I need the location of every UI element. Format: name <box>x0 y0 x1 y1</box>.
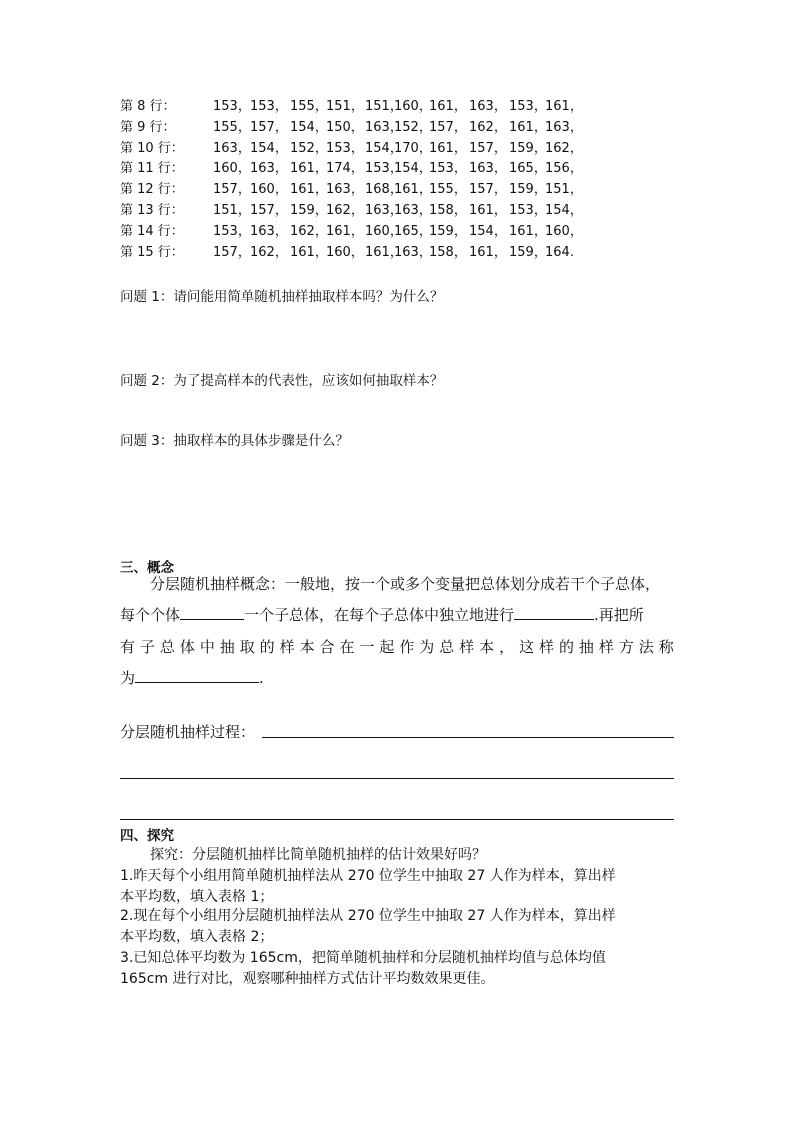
row-value: 157， <box>213 182 251 198</box>
concept-char: 作 <box>399 638 415 656</box>
row-value: 163， <box>469 99 507 114</box>
row-value: 158， <box>429 202 467 218</box>
row-value: 163， <box>213 140 251 156</box>
row-value: 165， <box>394 223 432 239</box>
answer-line-1[interactable] <box>262 737 674 738</box>
concept-text: . <box>259 669 264 687</box>
row-value: 161， <box>365 244 403 260</box>
concept-char: 这 <box>519 638 535 656</box>
fill-blank-2[interactable] <box>514 602 594 620</box>
row-value: 160， <box>545 223 583 239</box>
concept-char: 方 <box>618 638 634 656</box>
row-value: 160， <box>326 244 364 260</box>
row-value: 163， <box>250 161 288 177</box>
row-value: 153， <box>509 99 547 114</box>
concept-char: 样 <box>598 638 614 656</box>
concept-char: 体 <box>179 638 195 656</box>
row-label: 第 10 行： <box>120 140 184 156</box>
concept-char: 样 <box>279 638 295 656</box>
row-value: 157， <box>250 119 288 135</box>
concept-char: 合 <box>319 638 335 656</box>
row-value: 155， <box>429 182 467 198</box>
row-value: 160， <box>250 182 288 198</box>
concept-char: 为 <box>419 638 435 656</box>
row-value: 152， <box>394 119 432 135</box>
row-value: 154， <box>394 161 432 177</box>
row-label: 第 11 行： <box>120 161 184 177</box>
concept-char: 在 <box>339 638 355 656</box>
row-value: 157， <box>429 119 467 135</box>
row-value: 155， <box>290 99 328 114</box>
row-value: 160， <box>213 161 251 177</box>
row-value: 161， <box>290 182 328 198</box>
row-value: 154， <box>290 119 328 135</box>
answer-line-2[interactable] <box>120 778 674 779</box>
row-value: 156， <box>545 161 583 177</box>
row-value: 153， <box>429 161 467 177</box>
row-value: 154， <box>365 140 403 156</box>
row-value: 161， <box>394 182 432 198</box>
concept-line-2 <box>120 600 674 631</box>
concept-text: 每个个体 <box>120 606 181 624</box>
row-label: 第 8 行： <box>120 99 176 114</box>
concept-char: 样 <box>539 638 555 656</box>
fill-blank-3[interactable] <box>135 665 259 683</box>
section-heading-explore: 四、探究 <box>120 828 174 844</box>
concept-char: 一 <box>359 638 375 656</box>
row-value: 151， <box>326 99 364 114</box>
row-value: 153， <box>250 99 288 114</box>
concept-text: 一个子总体，在每个子总体中独立地进行 <box>244 606 515 624</box>
row-value: 163， <box>326 182 364 198</box>
process-label: 分层随机抽样过程： <box>120 723 256 741</box>
row-label: 第 9 行： <box>120 119 176 135</box>
row-value: 161， <box>429 99 467 114</box>
row-value: 163， <box>469 161 507 177</box>
row-label: 第 13 行： <box>120 202 184 218</box>
concept-char: 有 <box>120 638 136 656</box>
row-value: 159， <box>509 182 547 198</box>
row-value: 153， <box>213 99 251 114</box>
concept-char: 的 <box>558 638 574 656</box>
row-value: 161， <box>545 99 583 114</box>
row-value: 153， <box>326 140 364 156</box>
concept-char: 子 <box>139 638 155 656</box>
row-value: 165， <box>509 161 547 177</box>
row-value: 154， <box>250 140 288 156</box>
row-value: 163， <box>545 119 583 135</box>
row-value: 150， <box>326 119 364 135</box>
concept-text: .再把所 <box>594 606 644 624</box>
row-value: 161， <box>326 223 364 239</box>
concept-char: 的 <box>259 638 275 656</box>
question-3: 问题 3：抽取样本的具体步骤是什么？ <box>120 433 349 449</box>
concept-text: 为 <box>120 669 136 687</box>
row-value: 155， <box>213 119 251 135</box>
row-label: 第 14 行： <box>120 223 184 239</box>
concept-char: ， <box>499 638 515 656</box>
concept-char: 样 <box>459 638 475 656</box>
concept-char: 总 <box>439 638 455 656</box>
explore-item-3a: 3.已知总体平均数为 165cm，把简单随机抽样和分层随机抽样均值与总体均值 <box>120 950 606 966</box>
row-value: 161， <box>429 140 467 156</box>
row-value: 151， <box>365 99 403 114</box>
row-value: 162， <box>290 223 328 239</box>
row-value: 159， <box>509 140 547 156</box>
row-value: 159， <box>429 223 467 239</box>
concept-line-4 <box>120 663 674 694</box>
row-value: 164. <box>545 244 574 260</box>
row-value: 157， <box>250 202 288 218</box>
row-value: 157， <box>213 244 251 260</box>
concept-char: 起 <box>379 638 395 656</box>
row-value: 162， <box>545 140 583 156</box>
row-value: 160， <box>394 99 432 114</box>
explore-item-1b: 本平均数，填入表格 1； <box>120 889 274 905</box>
question-2: 问题 2：为了提高样本的代表性，应该如何抽取样本？ <box>120 373 444 389</box>
row-value: 162， <box>469 119 507 135</box>
row-value: 157， <box>469 182 507 198</box>
row-value: 151， <box>213 202 251 218</box>
row-value: 170， <box>394 140 432 156</box>
row-value: 161， <box>509 223 547 239</box>
row-value: 174， <box>326 161 364 177</box>
concept-char: 称 <box>658 638 674 656</box>
row-value: 159， <box>509 244 547 260</box>
concept-char: 本 <box>479 638 495 656</box>
explore-item-2a: 2.现在每个小组用分层随机抽样法从 270 位学生中抽取 27 人作为样本，算出样 <box>120 908 616 924</box>
row-value: 154， <box>545 202 583 218</box>
row-value: 163， <box>394 244 432 260</box>
concept-line-1 <box>120 569 674 600</box>
concept-char: 取 <box>239 638 255 656</box>
row-value: 162， <box>250 244 288 260</box>
concept-char: 总 <box>159 638 175 656</box>
explore-item-3b: 165cm 进行对比，观察哪种抽样方式估计平均数效果更佳。 <box>120 971 495 987</box>
question-1: 问题 1：请问能用简单随机抽样抽取样本吗？为什么？ <box>120 289 444 305</box>
concept-char: 法 <box>638 638 654 656</box>
concept-definition-text: 分层随机抽样概念：一般地，按一个或多个变量把总体划分成若干个子总体， <box>150 575 661 593</box>
section-heading-concept: 三、概念 <box>120 560 174 576</box>
row-value: 153， <box>509 202 547 218</box>
concept-char: 中 <box>199 638 215 656</box>
row-value: 158， <box>429 244 467 260</box>
row-value: 162， <box>326 202 364 218</box>
row-label: 第 12 行： <box>120 182 184 198</box>
row-value: 161， <box>469 244 507 260</box>
row-value: 161， <box>469 202 507 218</box>
row-value: 163， <box>365 202 403 218</box>
explore-intro: 探究：分层随机抽样比简单随机抽样的估计效果好吗？ <box>150 847 486 863</box>
fill-blank-1[interactable] <box>180 602 244 620</box>
row-label: 第 15 行： <box>120 244 184 260</box>
row-value: 161， <box>290 161 328 177</box>
row-value: 151， <box>545 182 583 198</box>
row-value: 160， <box>365 223 403 239</box>
row-value: 161， <box>509 119 547 135</box>
explore-item-1a: 1.昨天每个小组用简单随机抽样法从 270 位学生中抽取 27 人作为样本，算出样 <box>120 868 616 884</box>
row-value: 163， <box>394 202 432 218</box>
row-value: 152， <box>290 140 328 156</box>
concept-line-3 <box>120 632 674 663</box>
row-value: 163， <box>365 119 403 135</box>
row-value: 153， <box>213 223 251 239</box>
answer-line-3[interactable] <box>120 819 674 820</box>
explore-item-2b: 本平均数，填入表格 2； <box>120 929 274 945</box>
row-value: 161， <box>290 244 328 260</box>
row-value: 168， <box>365 182 403 198</box>
row-value: 154， <box>469 223 507 239</box>
row-value: 157， <box>469 140 507 156</box>
concept-char: 本 <box>299 638 315 656</box>
row-value: 153， <box>365 161 403 177</box>
row-value: 163， <box>250 223 288 239</box>
row-value: 159， <box>290 202 328 218</box>
concept-char: 抽 <box>219 638 235 656</box>
concept-char: 抽 <box>578 638 594 656</box>
